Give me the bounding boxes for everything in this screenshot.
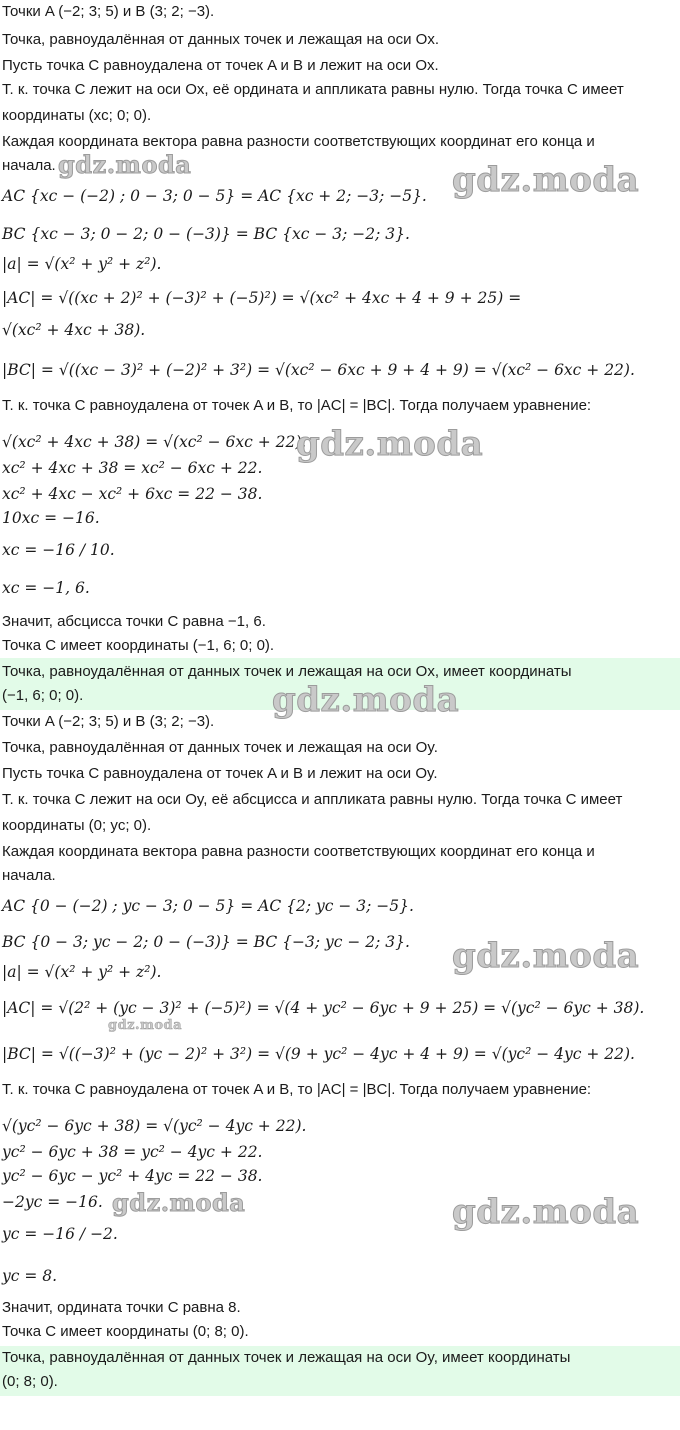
answer-text: Точка, равноудалённая от данных точек и лежащая на оси Oy, имеет координаты	[2, 1349, 571, 1366]
equation-step: yc = −16 / −2.	[2, 1225, 118, 1243]
answer-text: Точка, равноудалённая от данных точек и лежащая на оси Ox, имеет координаты	[2, 663, 572, 680]
equality-statement: Т. к. точка C равноудалена от точек A и B, то |AC| = |BC|. Тогда получаем уравнение:	[2, 397, 592, 414]
reasoning-line: Т. к. точка C лежит на оси Ox, её ордината и аппликата равны нулю. Тогда точка C имеет	[2, 81, 624, 98]
formula-vector-length: |a| = √(x² + y² + z²).	[2, 255, 162, 273]
formula-vector-ac: AC {0 − (−2) ; yc − 3; 0 − 5} = AC {2; yc − 3; −5}.	[2, 897, 414, 915]
given-points: Точки A (−2; 3; 5) и B (3; 2; −3).	[2, 3, 215, 20]
formula-vector-bc: BC {xc − 3; 0 − 2; 0 − (−3)} = BC {xc − 3; −2; 3}.	[2, 225, 410, 243]
vector-rule-line: начала.	[2, 867, 56, 884]
answer-text: (0; 8; 0).	[2, 1373, 58, 1390]
formula-length-ac: √(xc² + 4xc + 38).	[2, 321, 146, 339]
formula-length-bc: |BC| = √((−3)² + (yc − 2)² + 3²) = √(9 + yc² − 4yc + 4 + 9) = √(yc² − 4yc + 22).	[2, 1045, 635, 1063]
assumption-text: Пусть точка C равноудалена от точек A и B и лежит на оси Oy.	[2, 765, 438, 782]
conclusion-text: Значит, абсцисса точки C равна −1, 6.	[2, 613, 266, 630]
task-statement: Точка, равноудалённая от данных точек и лежащая на оси Oy.	[2, 739, 438, 756]
formula-vector-length: |a| = √(x² + y² + z²).	[2, 963, 162, 981]
watermark-logo: gdz.moda	[108, 1018, 183, 1033]
conclusion-text: Значит, ордината точки C равна 8.	[2, 1299, 241, 1316]
coordinates-text: Точка C имеет координаты (−1, 6; 0; 0).	[2, 637, 275, 654]
vector-rule-line: Каждая координата вектора равна разности соответствующих координат его конца и	[2, 133, 595, 150]
equality-statement: Т. к. точка C равноудалена от точек A и B, то |AC| = |BC|. Тогда получаем уравнение:	[2, 1081, 592, 1098]
answer-text: (−1, 6; 0; 0).	[2, 687, 84, 704]
formula-length-ac: |AC| = √(2² + (yc − 3)² + (−5)²) = √(4 + yc² − 6yc + 9 + 25) = √(yc² − 6yc + 38).	[2, 999, 645, 1017]
watermark-logo: gdz.moda	[452, 1192, 640, 1232]
equation-step: xc² + 4xc − xc² + 6xc = 22 − 38.	[2, 485, 263, 503]
reasoning-line: координаты (xc; 0; 0).	[2, 107, 152, 124]
task-statement: Точка, равноудалённая от данных точек и лежащая на оси Ox.	[2, 31, 439, 48]
equation-step: √(xc² + 4xc + 38) = √(xc² − 6xc + 22).	[2, 433, 307, 451]
equation-step: 10xc = −16.	[2, 509, 100, 527]
formula-length-ac: |AC| = √((xc + 2)² + (−3)² + (−5)²) = √(xc² + 4xc + 4 + 9 + 25) =	[2, 289, 522, 307]
equation-step: xc = −1, 6.	[2, 579, 90, 597]
watermark-logo: gdz.moda	[452, 936, 640, 976]
assumption-text: Пусть точка C равноудалена от точек A и B и лежит на оси Ox.	[2, 57, 439, 74]
watermark-logo: gdz.moda	[272, 680, 460, 720]
vector-rule-line: начала.	[2, 157, 56, 174]
formula-vector-bc: BC {0 − 3; yc − 2; 0 − (−3)} = BC {−3; yc − 2; 3}.	[2, 933, 410, 951]
equation-step: −2yc = −16.	[2, 1193, 103, 1211]
equation-step: yc² − 6yc + 38 = yc² − 4yc + 22.	[2, 1143, 263, 1161]
given-points: Точки A (−2; 3; 5) и B (3; 2; −3).	[2, 713, 215, 730]
coordinates-text: Точка C имеет координаты (0; 8; 0).	[2, 1323, 249, 1340]
formula-length-bc: |BC| = √((xc − 3)² + (−2)² + 3²) = √(xc² − 6xc + 9 + 4 + 9) = √(xc² − 6xc + 22).	[2, 361, 635, 379]
watermark-logo: gdz.moda	[452, 160, 640, 200]
equation-step: yc = 8.	[2, 1267, 58, 1285]
equation-step: xc = −16 / 10.	[2, 541, 115, 559]
formula-vector-ac: AC {xc − (−2) ; 0 − 3; 0 − 5} = AC {xc + 2; −3; −5}.	[2, 187, 427, 205]
reasoning-line: Т. к. точка C лежит на оси Oy, её абсцисса и аппликата равны нулю. Тогда точка C имеет	[2, 791, 623, 808]
vector-rule-line: Каждая координата вектора равна разности соответствующих координат его конца и	[2, 843, 595, 860]
equation-step: yc² − 6yc − yc² + 4yc = 22 − 38.	[2, 1167, 263, 1185]
watermark-logo: gdz.moda	[112, 1188, 246, 1217]
equation-step: xc² + 4xc + 38 = xc² − 6xc + 22.	[2, 459, 263, 477]
equation-step: √(yc² − 6yc + 38) = √(yc² − 4yc + 22).	[2, 1117, 307, 1135]
watermark-logo: gdz.moda	[296, 424, 484, 464]
watermark-logo: gdz.moda	[58, 150, 192, 179]
reasoning-line: координаты (0; yc; 0).	[2, 817, 152, 834]
